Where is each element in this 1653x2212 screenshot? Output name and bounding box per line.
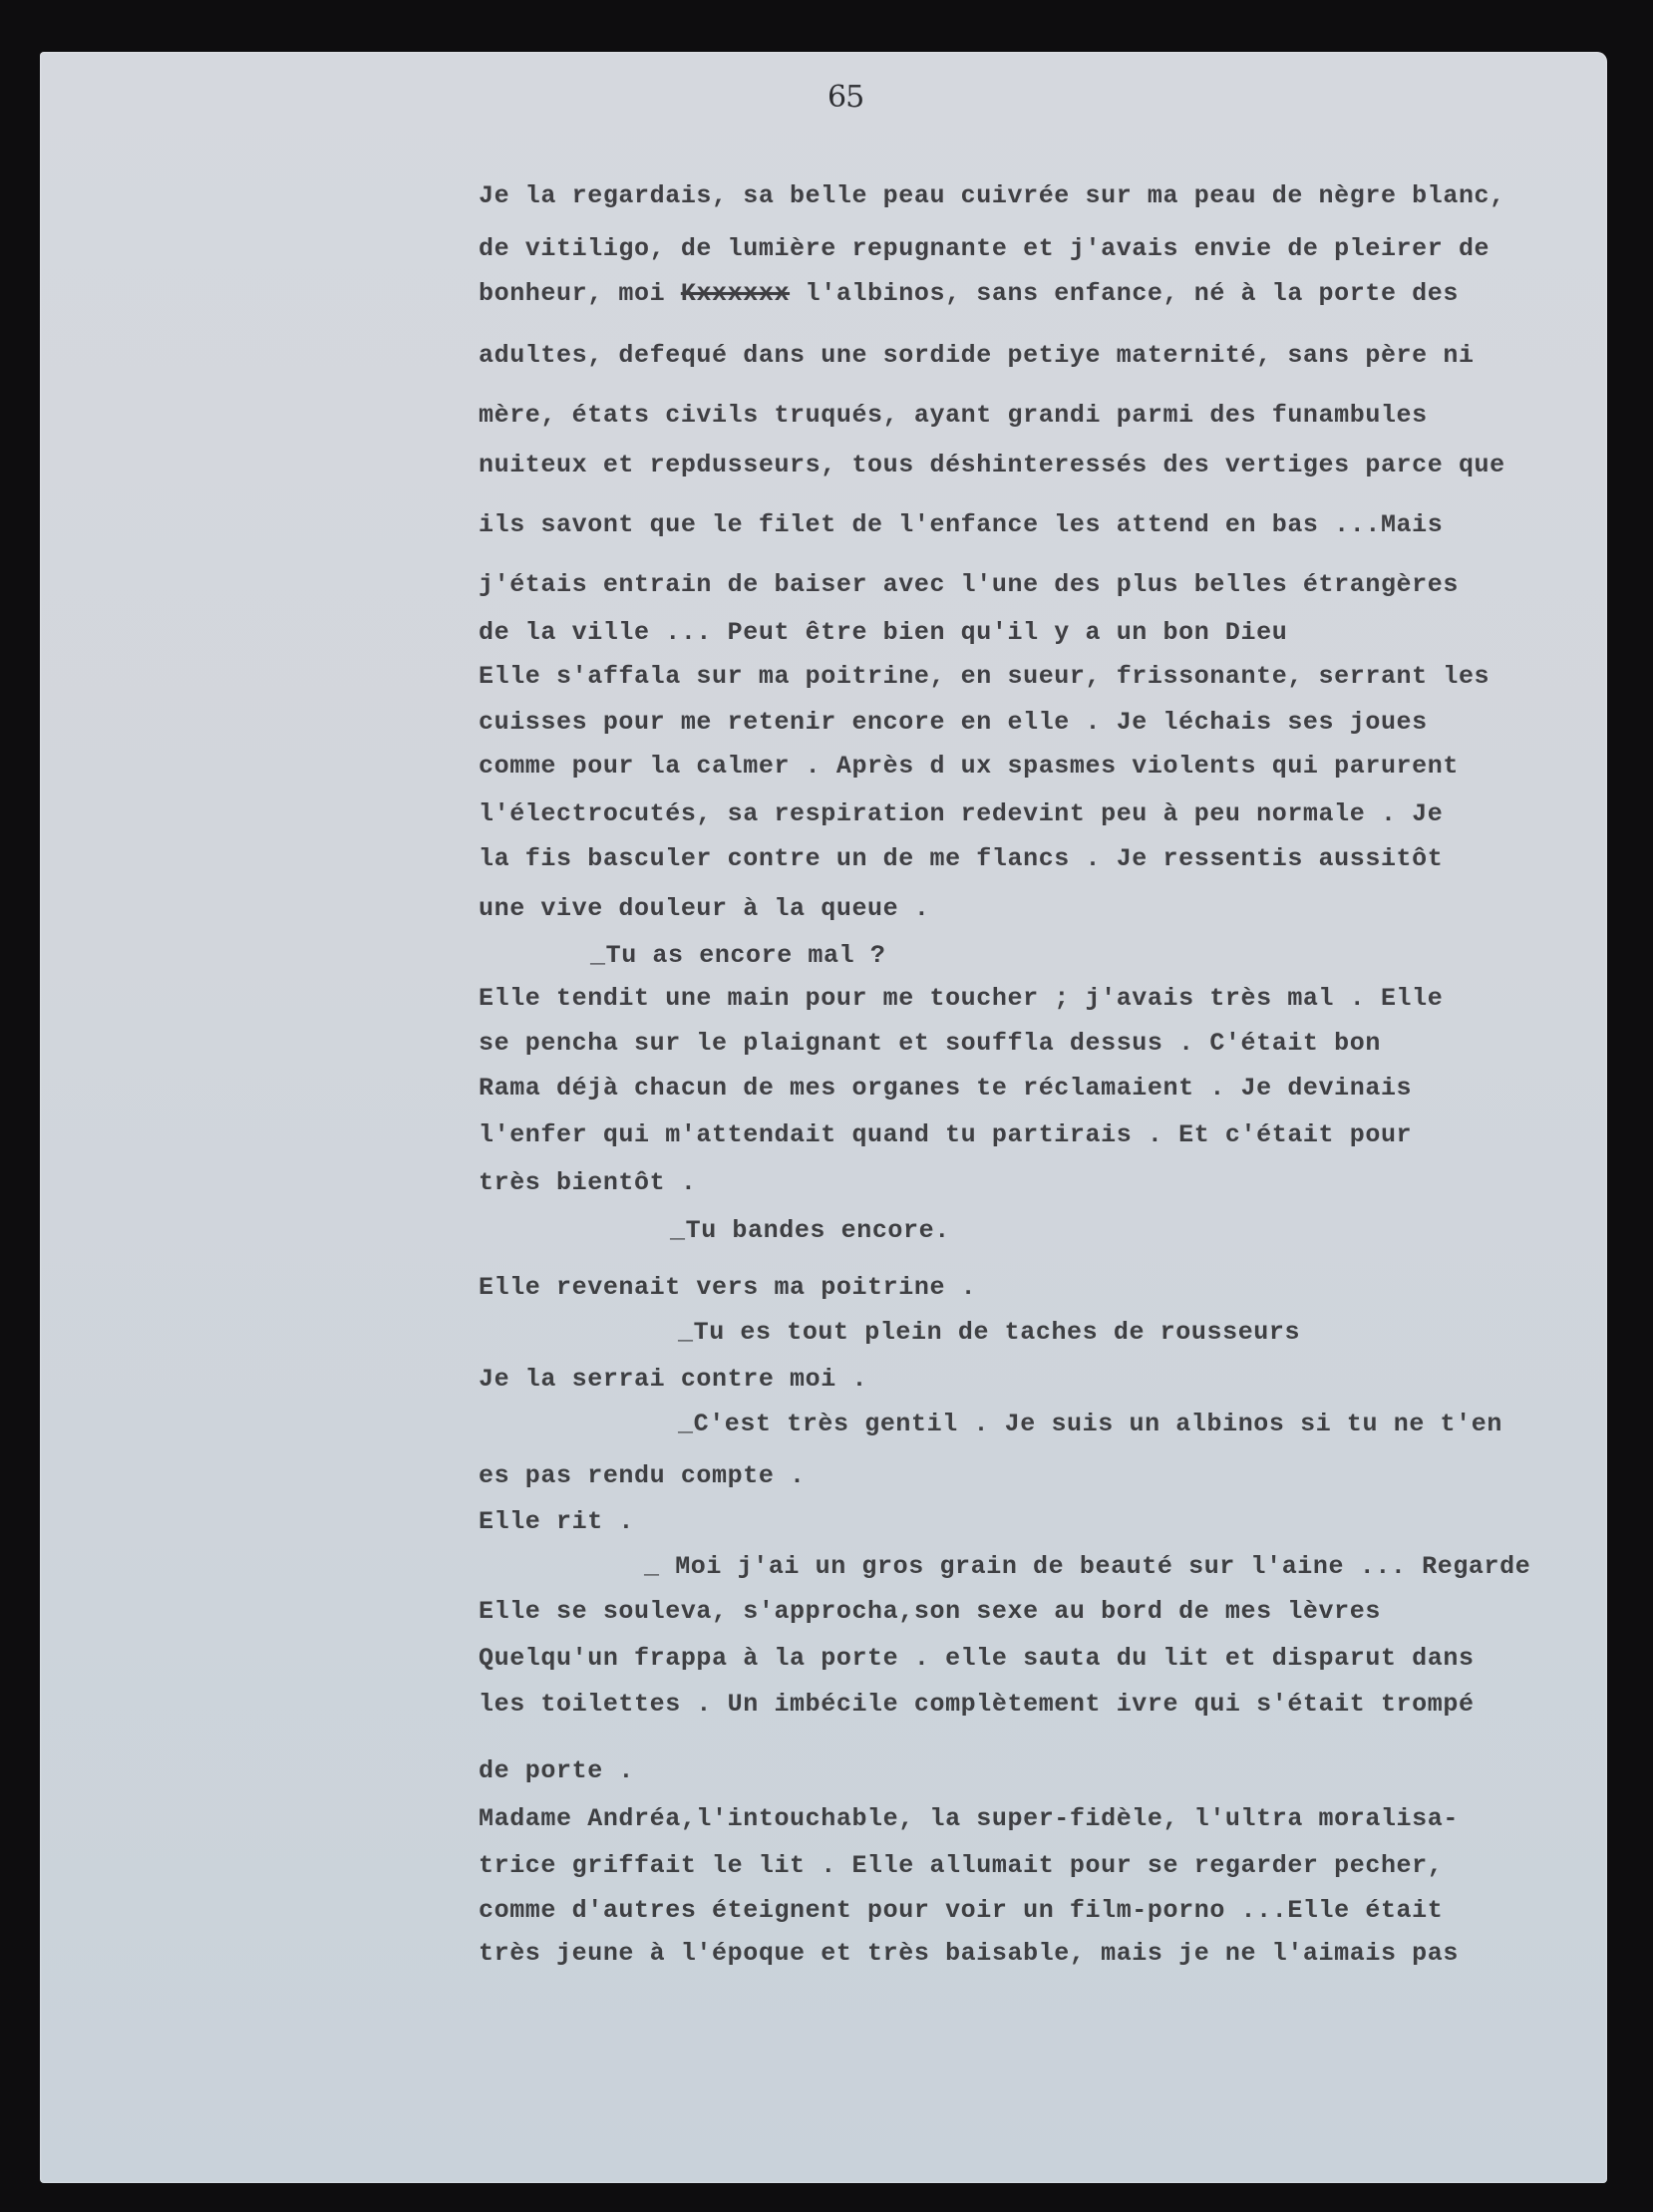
text-line: ils savont que le filet de l'enfance les attend en bas ...Mais: [479, 510, 1444, 539]
text-line: Quelqu'un frappa à la porte . elle sauta du lit et disparut dans: [479, 1644, 1475, 1673]
text-line: Je la regardais, sa belle peau cuivrée sur ma peau de nègre blanc,: [479, 181, 1505, 210]
text-line: [479, 279, 1459, 308]
text-line: comme pour la calmer . Après d ux spasmes violents qui parurent: [479, 752, 1459, 781]
dialogue-line: _ Moi j'ai un gros grain de beauté sur l'aine ... Regarde: [644, 1552, 1531, 1581]
typewritten-page: [40, 52, 1607, 2183]
dialogue-line: _C'est très gentil . Je suis un albinos si tu ne t'en: [678, 1410, 1502, 1438]
text-line: une vive douleur à la queue .: [479, 894, 930, 923]
dialogue-line: _Tu as encore mal ?: [590, 941, 886, 970]
text-line: j'étais entrain de baiser avec l'une des plus belles étrangères: [479, 570, 1459, 599]
text-line: l'électrocutés, sa respiration redevint peu à peu normale . Je: [479, 799, 1444, 828]
text-line: Elle rit .: [479, 1507, 635, 1536]
text-line: Elle se souleva, s'approcha,son sexe au bord de mes lèvres: [479, 1597, 1381, 1626]
text-segment: l'albinos, sans enfance, né à la porte des: [790, 279, 1459, 308]
page-number: 65: [827, 80, 864, 115]
text-line: la fis basculer contre un de me flancs . Je ressentis aussitôt: [479, 844, 1444, 873]
text-line: les toilettes . Un imbécile complètement ivre qui s'était trompé: [479, 1690, 1475, 1719]
text-line: l'enfer qui m'attendait quand tu partirais . Et c'était pour: [479, 1120, 1413, 1149]
text-line: Je la serrai contre moi .: [479, 1365, 868, 1394]
text-line: Madame Andréa,l'intouchable, la super-fidèle, l'ultra moralisa-: [479, 1804, 1459, 1833]
text-line: de vitiligo, de lumière repugnante et j'avais envie de pleirer de: [479, 234, 1490, 263]
text-line: nuiteux et repdusseurs, tous déshinteressés des vertiges parce que: [479, 451, 1505, 479]
text-line: très bientôt .: [479, 1168, 697, 1197]
text-line: Elle revenait vers ma poitrine .: [479, 1273, 977, 1302]
text-line: comme d'autres éteignent pour voir un film-porno ...Elle était: [479, 1896, 1444, 1925]
text-line: de la ville ... Peut être bien qu'il y a un bon Dieu: [479, 618, 1288, 647]
dialogue-line: _Tu es tout plein de taches de rousseurs: [678, 1318, 1301, 1347]
text-line: Elle tendit une main pour me toucher ; j'avais très mal . Elle: [479, 984, 1444, 1013]
struck-word: Kxxxxxx: [680, 279, 791, 308]
text-line: Elle s'affala sur ma poitrine, en sueur, frissonante, serrant les: [479, 662, 1490, 691]
text-line: se pencha sur le plaignant et souffla dessus . C'était bon: [479, 1029, 1381, 1058]
text-line: cuisses pour me retenir encore en elle . Je léchais ses joues: [479, 708, 1428, 737]
text-line: de porte .: [479, 1756, 635, 1785]
text-line: mère, états civils truqués, ayant grandi parmi des funambules: [479, 401, 1428, 430]
text-line: trice griffait le lit . Elle allumait pour se regarder pecher,: [479, 1851, 1444, 1880]
text-line: adultes, defequé dans une sordide petiye maternité, sans père ni: [479, 341, 1475, 370]
text-line: Rama déjà chacun de mes organes te réclamaient . Je devinais: [479, 1074, 1413, 1103]
text-segment: bonheur, moi: [479, 279, 681, 308]
dialogue-line: _Tu bandes encore.: [670, 1216, 950, 1245]
text-line: es pas rendu compte .: [479, 1461, 806, 1490]
text-line: très jeune à l'époque et très baisable, mais je ne l'aimais pas: [479, 1939, 1459, 1968]
